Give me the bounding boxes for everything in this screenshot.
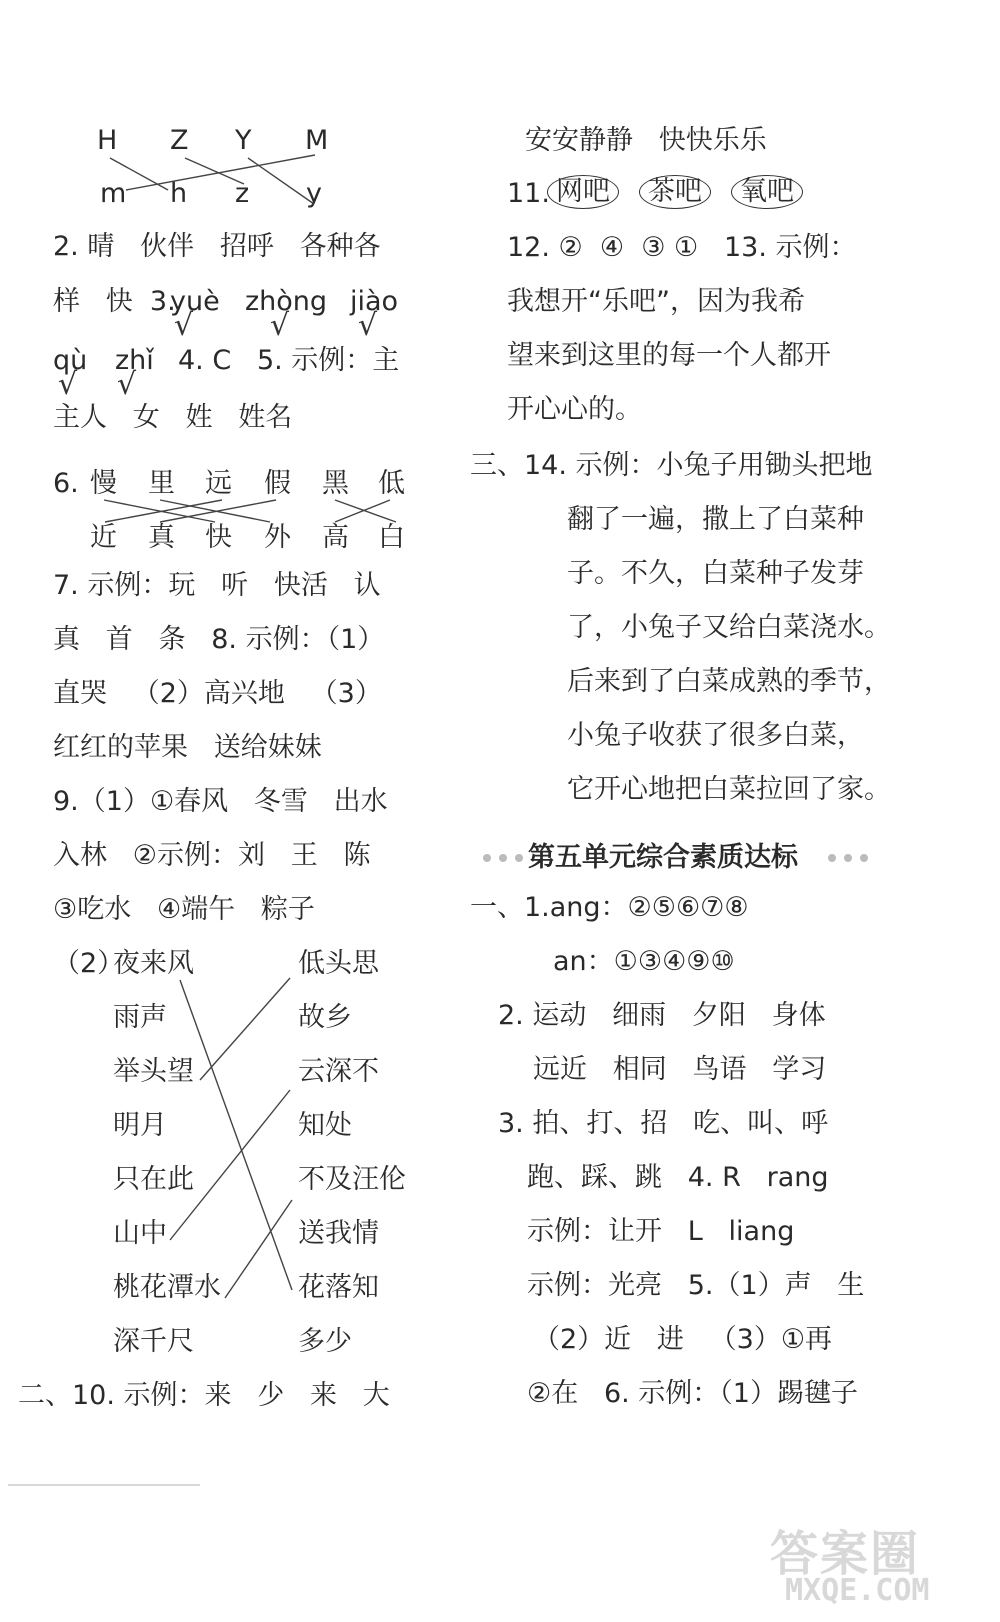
cap-letter: Y <box>235 125 252 156</box>
pinyin: yuè <box>170 286 220 317</box>
answer-line: 一、1.ang：②⑤⑥⑦⑧ <box>470 892 749 923</box>
answer-line: an：①③④⑨⑩ <box>553 946 735 977</box>
answer-line: 样 快 3. <box>53 286 176 317</box>
answer-line: 子。不久，白菜种子发芽 <box>567 558 864 589</box>
match-line <box>180 980 292 1290</box>
cap-letter: Z <box>170 125 189 156</box>
circled-word: 网吧 <box>547 175 619 209</box>
match-line <box>185 158 244 184</box>
match-word: 外 <box>264 522 291 553</box>
answer-line: ②在 6. 示例：（1）踢毽子 <box>527 1378 858 1409</box>
answer-line: 红红的苹果 送给妹妹 <box>53 732 322 763</box>
answer-line: 远近 相同 鸟语 学习 <box>533 1054 827 1085</box>
circled-word: 氧吧 <box>731 175 803 209</box>
pinyin: zhòng <box>245 286 328 317</box>
match-word: 低 <box>378 468 405 499</box>
answer-line: 真 首 条 8. 示例：（1） <box>53 624 385 655</box>
answer-line: 2. 晴 伙伴 招呼 各种各 <box>53 231 381 262</box>
question-label: 11. <box>507 178 550 209</box>
match-word: 快 <box>205 522 232 553</box>
answer-line: 开心心的。 <box>507 394 642 425</box>
pinyin: qù <box>53 345 88 376</box>
answer-line: 了，小兔子又给白菜浇水。 <box>567 612 891 643</box>
poem-left-item: 深千尺 <box>113 1326 194 1357</box>
match-word: 高 <box>322 522 349 553</box>
poem-right-item: 低头思 <box>298 948 379 979</box>
poem-right-item: 多少 <box>298 1326 352 1357</box>
check-mark-icon: √ <box>174 308 194 343</box>
answer-line: 它开心地把白菜拉回了家。 <box>567 774 891 805</box>
poem-left-item: 明月 <box>113 1110 167 1141</box>
check-mark-icon: √ <box>270 308 290 343</box>
answer-line: 示例：让开 L liang <box>527 1216 795 1247</box>
low-letter: z <box>235 178 250 209</box>
match-word: 白 <box>378 522 405 553</box>
poem-left-item: 雨声 <box>113 1002 167 1033</box>
check-mark-icon: √ <box>117 367 137 402</box>
match-line <box>200 978 290 1080</box>
watermark-url: MXQE.COM <box>785 1573 930 1608</box>
poem-right-item: 送我情 <box>298 1218 379 1249</box>
poem-left-item: 山中 <box>113 1218 167 1249</box>
match-word: 近 <box>90 522 117 553</box>
poem-right-item: 花落知 <box>298 1272 379 1303</box>
circled-answers <box>547 174 813 210</box>
poem-right-item: 故乡 <box>298 1002 352 1033</box>
answer-line: 12. ② ④ ③ ① 13. 示例： <box>507 232 857 263</box>
cap-letter: M <box>305 125 329 156</box>
pinyin: jiào <box>350 286 399 317</box>
low-letter: y <box>306 178 322 209</box>
low-letter: h <box>170 178 188 209</box>
answer-line: 跑、踩、跳 4. R rang <box>527 1162 829 1193</box>
answer-line: 3. 拍、打、招 吃、叫、呼 <box>498 1108 829 1139</box>
answer-line: 入林 ②示例：刘 王 陈 <box>53 840 371 871</box>
circled-word: 茶吧 <box>639 175 711 209</box>
match-line <box>170 1090 290 1240</box>
match-word: 黑 <box>322 468 349 499</box>
match-line <box>225 1200 292 1298</box>
answer-line: 2. 运动 细雨 夕阳 身体 <box>498 1000 826 1031</box>
answer-line: 7. 示例：玩 听 快活 认 <box>53 570 381 601</box>
pinyin: zhǐ <box>115 345 154 376</box>
match-word: 远 <box>205 468 232 499</box>
question-label: 6. <box>53 468 79 499</box>
match-word: 里 <box>148 468 175 499</box>
check-mark-icon: √ <box>358 308 378 343</box>
answer-line: 主人 女 姓 姓名 <box>53 402 293 433</box>
section-title <box>483 838 903 878</box>
poem-right-item: 不及汪伦 <box>298 1164 406 1195</box>
match-word: 真 <box>148 522 175 553</box>
answer-line: （2）近 进 （3）①再 <box>533 1324 833 1355</box>
poem-left-item: 夜来风 <box>113 948 194 979</box>
answer-line: ③吃水 ④端午 粽子 <box>53 894 315 925</box>
answer-line: 我想开“乐吧”，因为我希 <box>507 286 805 317</box>
cap-letter: H <box>97 125 118 156</box>
watermark-text: 答案圈 <box>770 1526 921 1582</box>
poem-right-item: 云深不 <box>298 1056 379 1087</box>
match-word: 慢 <box>90 468 117 499</box>
match-line <box>110 158 168 190</box>
poem-left-item: 桃花潭水 <box>113 1272 221 1303</box>
section-title-text: 第五单元综合素质达标 <box>528 842 798 873</box>
poem-left-item: 只在此 <box>113 1164 194 1195</box>
answer-line: 9.（1）①春风 冬雪 出水 <box>53 786 388 817</box>
match-word: 假 <box>264 468 291 499</box>
answer-line: 翻了一遍，撒上了白菜种 <box>567 504 864 535</box>
poem-right-item: 知处 <box>298 1110 352 1141</box>
answer-line: 安安静静 快快乐乐 <box>525 125 767 156</box>
question-label: （2） <box>53 948 125 979</box>
answer-line: 二、10. 示例：来 少 来 大 <box>18 1380 390 1411</box>
answer-line: 示例：光亮 5.（1）声 生 <box>527 1270 865 1301</box>
answer-line: 望来到这里的每一个人都开 <box>507 340 831 371</box>
check-mark-icon: √ <box>58 367 78 402</box>
answer-line: 直哭 （2）高兴地 （3） <box>53 678 382 709</box>
answer-line: 小兔子收获了很多白菜， <box>567 720 864 751</box>
answer-line: 三、14. 示例：小兔子用锄头把地 <box>470 450 873 481</box>
answer-line: 4. C 5. 示例：主 <box>178 345 400 376</box>
poem-left-item: 举头望 <box>113 1056 194 1087</box>
watermark-logo <box>770 1515 985 1615</box>
answer-line: 后来到了白菜成熟的季节， <box>567 666 891 697</box>
low-letter: m <box>100 178 127 209</box>
